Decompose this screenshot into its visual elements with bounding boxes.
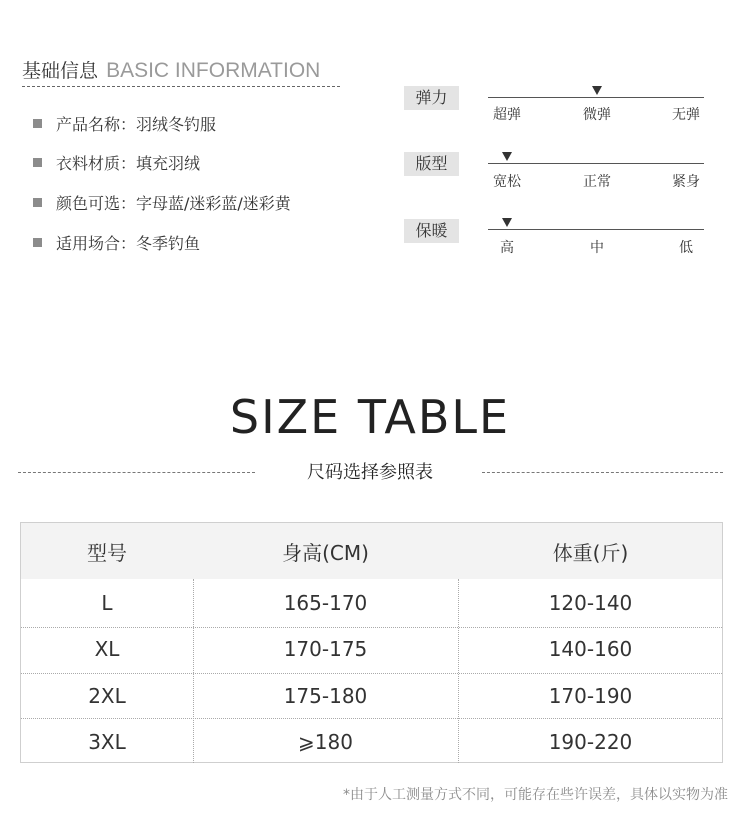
info-label: 适用场合：	[56, 234, 137, 253]
size-table-title: SIZE TABLE	[229, 390, 511, 444]
table-cell-weight: 120-140	[548, 591, 633, 615]
attr-option: 高	[500, 240, 514, 256]
size-table	[20, 522, 723, 763]
row-divider	[21, 627, 722, 628]
attr-fit-label: 版型	[404, 152, 459, 176]
table-cell-size: L	[101, 591, 113, 615]
info-value: 冬季钓鱼	[136, 234, 201, 253]
attr-scale-line	[488, 163, 704, 164]
table-cell-height: ⩾180	[298, 730, 353, 754]
bullet-icon	[33, 158, 42, 167]
attr-elasticity-label: 弹力	[404, 86, 459, 110]
attr-scale-line	[488, 97, 704, 98]
row-divider	[21, 673, 722, 674]
attr-option: 紧身	[672, 174, 700, 190]
header-weight: 体重(斤)	[552, 541, 629, 565]
table-cell-size: 3XL	[88, 730, 126, 754]
basic-info-title-en: BASIC INFORMATION	[106, 59, 321, 82]
table-cell-height: 165-170	[283, 591, 368, 615]
attr-option: 宽松	[493, 174, 521, 190]
attr-warmth-label: 保暖	[404, 219, 459, 243]
selected-marker-icon	[592, 86, 602, 95]
info-label: 产品名称：	[56, 115, 137, 134]
table-cell-weight: 170-190	[548, 684, 633, 708]
table-cell-height: 175-180	[283, 684, 368, 708]
header-height: 身高(CM)	[282, 541, 369, 565]
attr-option: 低	[679, 240, 693, 256]
info-label: 衣料材质：	[56, 154, 137, 173]
table-cell-weight: 140-160	[548, 637, 633, 661]
info-value: 字母蓝/迷彩蓝/迷彩黄	[136, 194, 291, 213]
bullet-icon	[33, 198, 42, 207]
attr-option: 超弹	[493, 107, 521, 123]
attr-option: 无弹	[672, 107, 700, 123]
attr-option: 正常	[583, 174, 611, 190]
info-item-material	[33, 151, 200, 174]
header-size: 型号	[87, 541, 127, 565]
info-value: 羽绒冬钓服	[136, 115, 217, 134]
basic-info-divider	[22, 86, 340, 87]
attr-scale-line	[488, 229, 704, 230]
table-cell-height: 170-175	[283, 637, 368, 661]
row-divider	[21, 718, 722, 719]
info-label: 颜色可选：	[56, 194, 137, 213]
table-cell-size: 2XL	[88, 684, 126, 708]
table-cell-weight: 190-220	[548, 730, 633, 754]
info-item-color	[33, 191, 291, 214]
bullet-icon	[33, 119, 42, 128]
size-table-subtitle: 尺码选择参照表	[307, 462, 433, 483]
bullet-icon	[33, 238, 42, 247]
info-item-occasion	[33, 231, 200, 254]
attr-option: 微弹	[583, 107, 611, 123]
subtitle-divider-right	[482, 472, 723, 473]
basic-info-title-cn: 基础信息	[22, 60, 99, 82]
measurement-note: *由于人工测量方式不同，可能存在些许误差，具体以实物为准	[343, 787, 728, 803]
table-cell-size: XL	[94, 637, 120, 661]
selected-marker-icon	[502, 152, 512, 161]
info-value: 填充羽绒	[136, 154, 201, 173]
info-item-name	[33, 112, 216, 135]
basic-info-title	[22, 56, 320, 83]
attr-option: 中	[590, 240, 604, 256]
selected-marker-icon	[502, 218, 512, 227]
